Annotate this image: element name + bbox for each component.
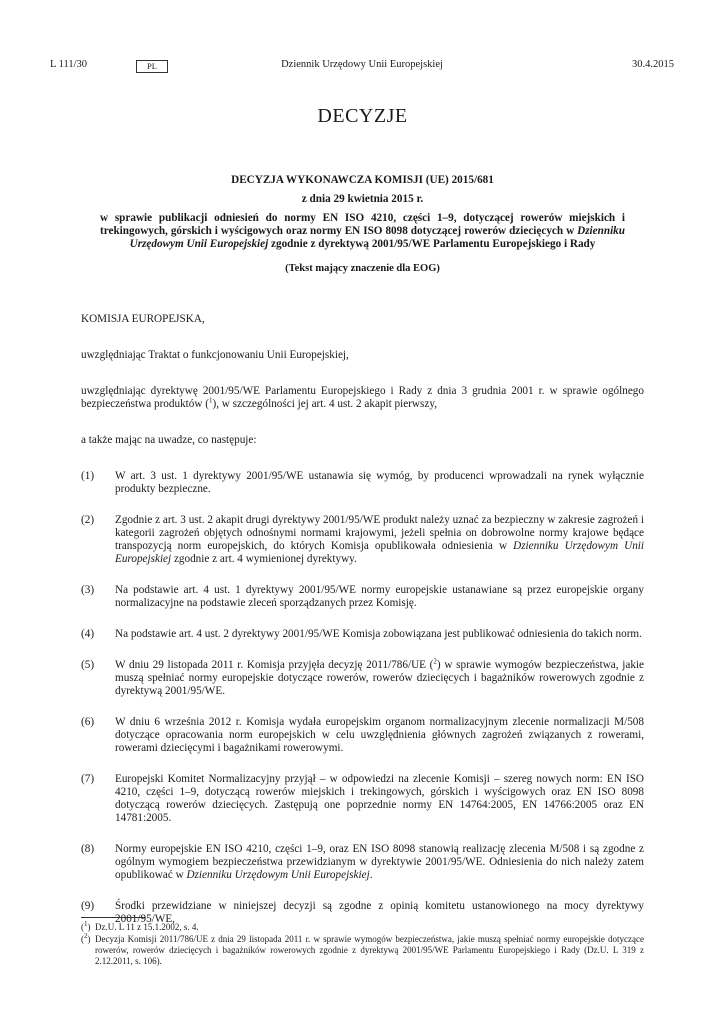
recital-text: Normy europejskie EN ISO 4210, części 1–9, oraz EN ISO 8098 stanowią realizację zlecenia M/508 i są zgodne z ogólnym wymogiem bezpieczeństwa przewidzianym w dyrektywie 2001/95/WE. Odniesienia do nich należy zatem opublikować w Dzienniku Urzędowym Unii Europejskiej. [115,843,644,881]
journal-name: Dziennik Urzędowy Unii Europejskiej [281,59,443,70]
decision-title [100,174,625,275]
eea-relevance: (Tekst mający znaczenie dla EOG) [285,263,440,274]
decision-date: z dnia 29 kwietnia 2015 r. [301,193,424,205]
recital-8 [81,843,644,882]
recital-text: W art. 3 ust. 1 dyrektywy 2001/95/WE ustanawia się wymóg, by producenci wprowadzali na rynek wyłącznie produkty bezpieczne. [115,470,644,495]
recital-6 [81,716,644,755]
footnote-number: 2 [84,932,88,940]
recital-number: (8) [81,843,95,855]
decision-subject: w sprawie publikacji odniesień do normy EN ISO 4210, części 1–9, dotyczącej rowerów miejskich i trekingowych, górskich i wyścigowych oraz normy EN ISO 8098 dotyczącej rowerów dziecięcych w Dzienniku Urzędowym Unii Europejskiej zgodnie z dyrektywą 2001/95/WE Parlamentu Europejskiego i Rady [100,212,625,250]
recital-number: (3) [81,584,95,596]
recital-number: (9) [81,900,95,912]
recital-7 [81,773,644,825]
recital-text: Środki przewidziane w niniejszej decyzji są zgodne z opinią komitetu ustanowionego na mocy dyrektywy 2001/95/WE, [115,900,644,925]
citation-directive: uwzględniając dyrektywę 2001/95/WE Parlamentu Europejskiego i Rady z dnia 3 grudnia 2001 r. w sprawie ogólnego bezpieczeństwa produktów ($^1$), w szczególności jej art. 4 ust. 2 akapit pierwszy, [81,385,644,410]
institution-line: KOMISJA EUROPEJSKA, [81,313,205,325]
page-header [50,59,674,75]
recital-text: Europejski Komitet Normalizacyjny przyjął – w odpowiedzi na zlecenie Komisji – szereg nowych norm: EN ISO 4210, części 1–9, dotyczącą rowerów miejskich i trekingowych, górskich i wyścigowych oraz EN ISO 8098 dotyczącą rowerów dziecięcych. Zastępują one poprzednie normy EN 14764:2005, EN 14766:2005 oraz EN 14781:2005. [115,773,644,824]
citation-treaty: uwzględniając Traktat o funkcjonowaniu Unii Europejskiej, [81,349,349,361]
recital-number: (7) [81,773,95,785]
recital-2 [81,514,644,566]
recital-number: (2) [81,514,95,526]
recital-text: Na podstawie art. 4 ust. 1 dyrektywy 2001/95/WE normy europejskie ustanawiane są przez europejskie organy normalizacyjne na podstawie zleceń sporządzanych przez Komisję. [115,584,644,609]
footnote-ref[interactable]: 2 [433,657,437,666]
footnote-text: Decyzja Komisji 2011/786/UE z dnia 29 listopada 2011 r. w sprawie wymogów bezpieczeństwa, jakie muszą spełniać normy europejskie dotyczące rowerów, rowerów dziecięcych i bagażników rowerowych zgodnie z dyrektywą 2001/95/WE Parlamentu Europejskiego i Rady (Dz.U. L 319 z 2.12.2011, s. 106). [95,934,644,966]
footnote-1: ($^1$) Dz.U. L 11 z 15.1.2002, s. 4. [81,922,644,933]
whereas-intro: a także mając na uwadze, co następuje: [81,434,257,446]
footnote-text: Dz.U. L 11 z 15.1.2002, s. 4. [95,922,199,932]
recital-3 [81,584,644,610]
recital-4 [81,628,644,641]
footnotes [81,922,644,968]
footnote-number: 1 [84,920,88,928]
recital-text: W dniu 29 listopada 2011 r. Komisja przyjęła decyzję 2011/786/UE ($^2$) w sprawie wymogów bezpieczeństwa, jakie muszą spełniać normy europejskie dotyczące rowerów, rowerów dziecięcych i bagażników rowerowych zgodnie z dyrektywą 2001/95/WE. [115,657,644,697]
recital-text: Zgodnie z art. 3 ust. 2 akapit drugi dyrektywy 2001/95/WE produkt należy uznać za bezpieczny w zakresie zagrożeń i kategorii zagrożeń objętych odnośnymi normami krajowymi, jeżeli spełnia on dobrowolne normy krajowe będące transpozycją norm europejskich, do których Komisja opublikowała odniesienia w Dzienniku Urzędowym Unii Europejskiej zgodnie z art. 4 wymienionej dyrektywy. [115,514,645,565]
page-reference: L 111/30 [50,59,88,70]
document-body [81,313,644,944]
footnote-ref[interactable]: 1 [208,396,213,405]
recital-number: (1) [81,470,95,482]
recital-text: W dniu 6 września 2012 r. Komisja wydała europejskim organom normalizacyjnym zlecenie normalizacji M/508 dotyczące opracowania norm europejskich w celu uwzględnienia głównych zagrożeń związanych z rowerami, rowerami dziecięcymi i bagażnikami rowerowymi. [115,716,644,754]
decision-number: DECYZJA WYKONAWCZA KOMISJI (UE) 2015/681 [231,174,494,186]
language-badge: PL [136,60,168,73]
recital-number: (4) [81,628,95,640]
section-title: DECYZJE [317,105,408,127]
recital-number: (6) [81,716,95,728]
recital-5 [81,659,644,698]
recital-1 [81,470,644,496]
publication-date: 30.4.2015 [632,59,674,70]
footnote-2: ($^2$) Decyzja Komisji 2011/786/UE z dnia 29 listopada 2011 r. w sprawie wymogów bezpieczeństwa, jakie muszą spełniać normy europejskie dotyczące rowerów, rowerów dziecięcych i bagażników rowerowych zgodnie z dyrektywą 2001/95/WE Parlamentu Europejskiego i Rady (Dz.U. L 319 z 2.12.2011, s. 106). [81,932,644,966]
recital-text: Na podstawie art. 4 ust. 2 dyrektywy 2001/95/WE Komisja zobowiązana jest publikować odniesienia do takich norm. [115,628,642,640]
recital-number: (5) [81,659,95,671]
footnote-divider [81,917,145,918]
